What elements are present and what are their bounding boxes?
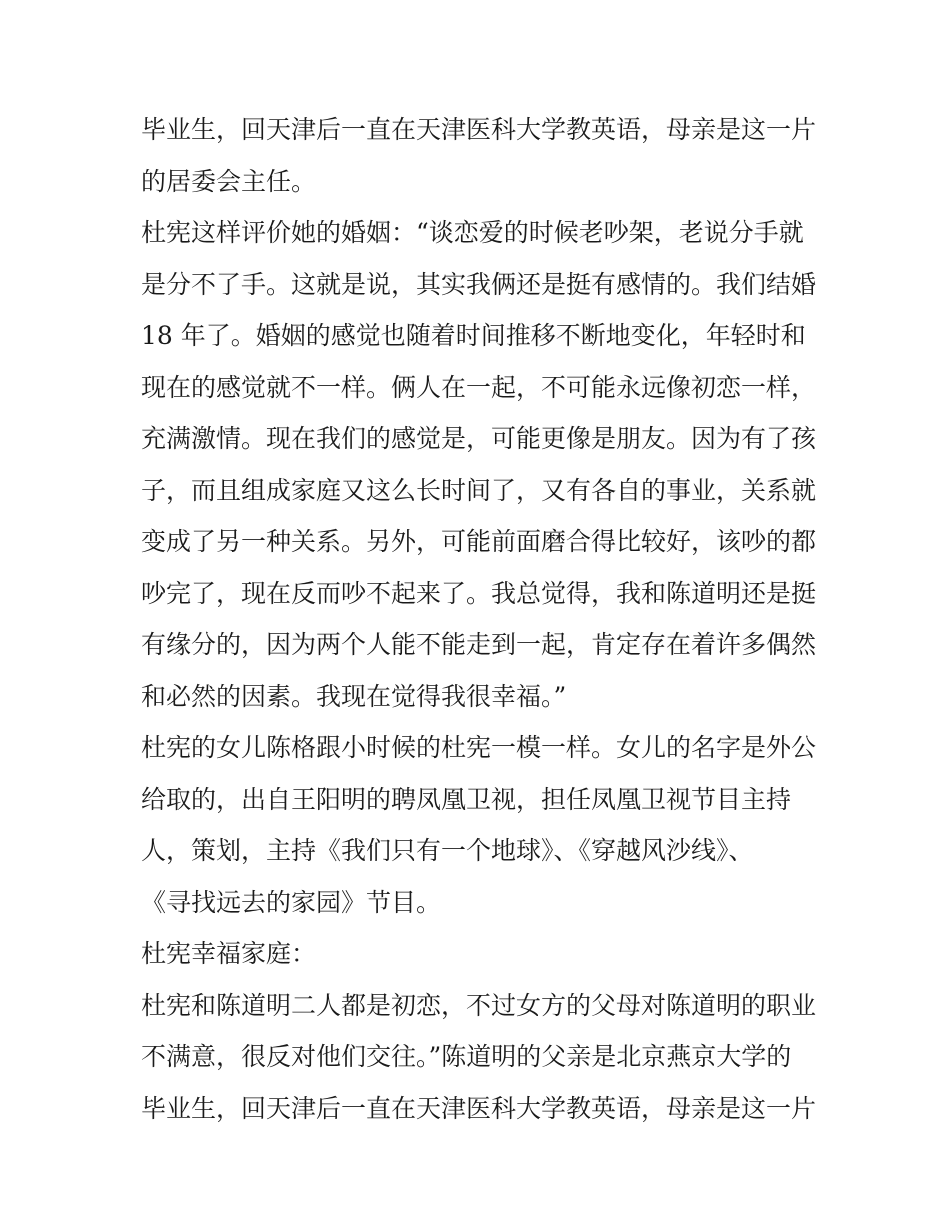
body-text — [141, 104, 821, 1134]
text-line: 杜宪这样评价她的婚姻：“谈恋爱的时候老吵架，老说分手就 — [141, 218, 804, 247]
text-line: 是分不了手。这就是说，其实我俩还是挺有感情的。我们结婚 — [141, 269, 817, 299]
text-line: 杜宪和陈道明二人都是初恋，不过女方的父母对陈道明的职业 — [141, 990, 817, 1020]
text-line: 《寻找远去的家园》节目。 — [141, 887, 442, 917]
text-line: 有缘分的，因为两个人能不能走到一起，肯定存在着许多偶然 — [141, 630, 817, 659]
text-line: 毕业生，回天津后一直在天津医科大学教英语，母亲是这一片 — [141, 115, 817, 144]
text-line: 杜宪的女儿陈格跟小时候的杜宪一模一样。女儿的名字是外公 — [141, 733, 817, 762]
text-line: 给取的，出自王阳明的聘凤凰卫视，担任凤凰卫视节目主持 — [141, 784, 792, 814]
text-line: 的居委会主任。 — [141, 166, 317, 196]
text-line: 不满意，很反对他们交往。”陈道明的父亲是北京燕京大学的 — [141, 1042, 792, 1071]
text-line: 变成了另一种关系。另外，可能前面磨合得比较好，该吵的都 — [141, 527, 817, 556]
text-line: 毕业生，回天津后一直在天津医科大学教英语，母亲是这一片 — [141, 1093, 817, 1123]
text-line: 充满激情。现在我们的感觉是，可能更像是朋友。因为有了孩 — [141, 424, 817, 453]
text-line: 现在的感觉就不一样。俩人在一起，不可能永远像初恋一样， — [141, 372, 817, 402]
text-line: 人，策划，主持《我们只有一个地球》、《穿越风沙线》、 — [141, 836, 754, 865]
text-line: 吵完了，现在反而吵不起来了。我总觉得，我和陈道明还是挺 — [141, 578, 817, 608]
text-line: 18 年了。婚姻的感觉也随着时间推移不断地变化，年轻时和 — [141, 321, 806, 350]
text-line: 杜宪幸福家庭： — [141, 939, 317, 968]
text-line: 和必然的因素。我现在觉得我很幸福。” — [141, 681, 567, 711]
text-line: 子，而且组成家庭又这么长时间了，又有各自的事业，关系就 — [141, 475, 817, 505]
